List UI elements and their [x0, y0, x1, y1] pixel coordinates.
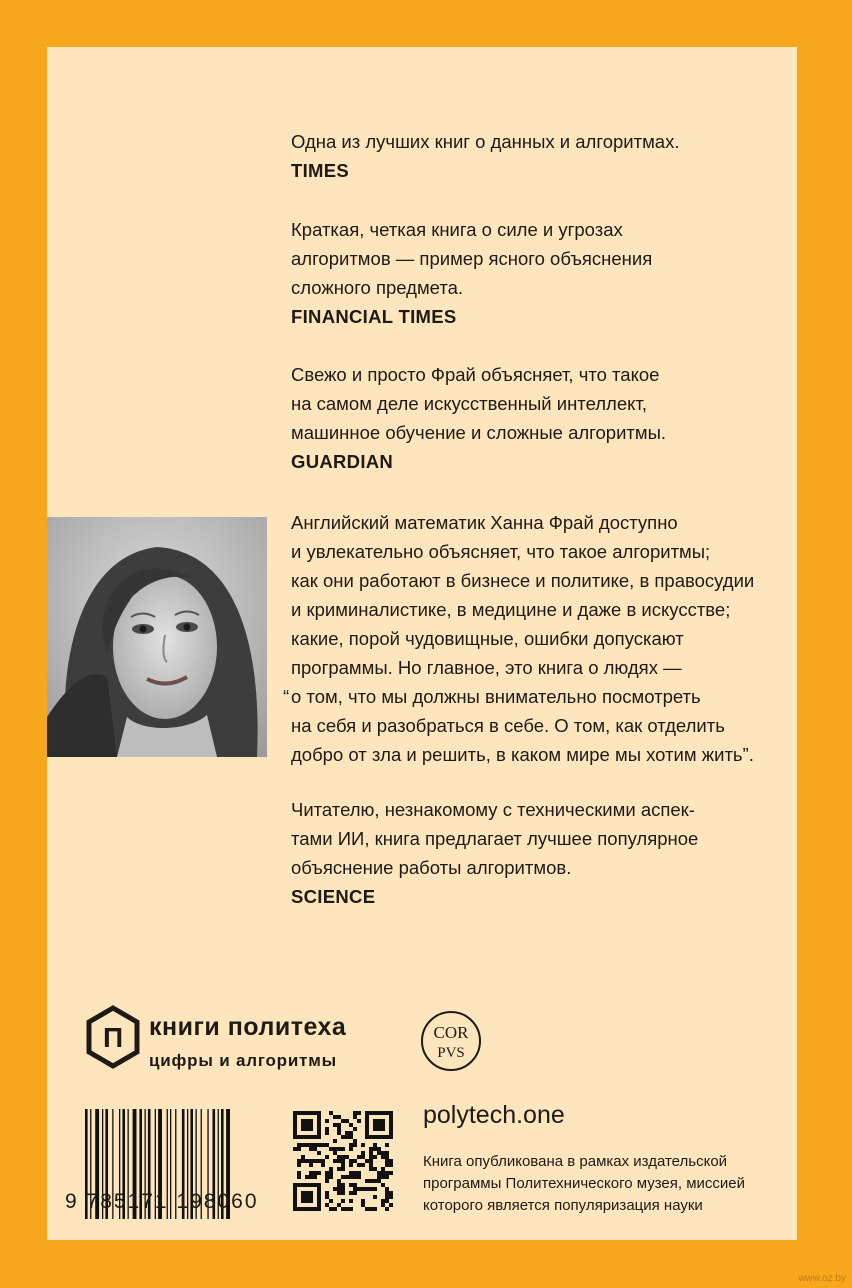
description-line: и увлекательно объясняет, что такое алгоритмы;	[291, 541, 711, 562]
description-line	[283, 682, 754, 711]
corpus-publisher-seal-icon	[419, 1009, 483, 1073]
book-description	[283, 508, 755, 769]
review-text: Читателю, незнакомому с техническими аспек-	[291, 799, 695, 820]
note-line: которого является популяризация науки	[423, 1197, 703, 1214]
review-source: SCIENCE	[291, 886, 376, 907]
note-line: программы Политехнического музея, миссией	[423, 1175, 746, 1192]
brand-series: цифры и алгоритмы	[149, 1051, 337, 1070]
description-line: и криминалистике, в медицине и даже в искусстве;	[291, 599, 731, 620]
note-line: Книга опубликована в рамках издательской	[423, 1153, 728, 1170]
review-text: на самом деле искусственный интеллект,	[291, 393, 647, 414]
review-text: Свежо и просто Фрай объясняет, что такое	[291, 364, 660, 385]
review-source: FINANCIAL TIMES	[291, 306, 457, 327]
author-portrait-image	[47, 517, 267, 757]
description-line: добро от зла и решить, в каком мире мы хотим жить”.	[291, 744, 754, 765]
cover-panel	[47, 47, 797, 1240]
brand-name: книги политеха	[149, 1013, 347, 1041]
description-line: какие, порой чудовищные, ошибки допускают	[291, 628, 684, 649]
review-text: объяснение работы алгоритмов.	[291, 857, 572, 878]
review-times	[291, 127, 679, 185]
polytech-hexagon-logo-icon	[85, 1005, 141, 1069]
review-text: тами ИИ, книга предлагает лучшее популярное	[291, 828, 699, 849]
description-line: как они работают в бизнесе и политике, в правосудии	[291, 570, 755, 591]
review-guardian	[291, 360, 666, 476]
description-line: Английский математик Ханна Фрай доступно	[291, 512, 678, 533]
review-text: Краткая, четкая книга о силе и угрозах	[291, 219, 623, 240]
seal-line-1: COR	[433, 1023, 469, 1042]
review-source: TIMES	[291, 160, 350, 181]
author-photo	[47, 517, 267, 757]
description-line-text: о том, что мы должны внимательно посмотреть	[291, 686, 701, 707]
review-source: GUARDIAN	[291, 451, 394, 472]
qr-code-image	[293, 1111, 393, 1211]
review-financial-times	[291, 215, 652, 331]
review-text: Одна из лучших книг о данных и алгоритмах.	[291, 131, 680, 152]
review-text: алгоритмов — пример ясного объяснения	[291, 248, 653, 269]
review-text: машинное обучение и сложные алгоритмы.	[291, 422, 667, 443]
seal-line-2: PVS	[437, 1045, 465, 1061]
watermark-text: www.oz.by	[798, 1273, 846, 1284]
description-line: программы. Но главное, это книга о людях —	[291, 657, 682, 678]
opening-quote-mark: “	[283, 686, 290, 707]
review-science	[291, 795, 698, 911]
website-link[interactable]: polytech.one	[423, 1101, 565, 1129]
logo-letter: П	[102, 1022, 124, 1053]
publication-note	[423, 1151, 745, 1217]
description-line: на себя и разобраться в себе. О том, как отделить	[291, 715, 725, 736]
isbn-number: 9 785171 198060	[65, 1190, 259, 1213]
review-text: сложного предмета.	[291, 277, 464, 298]
